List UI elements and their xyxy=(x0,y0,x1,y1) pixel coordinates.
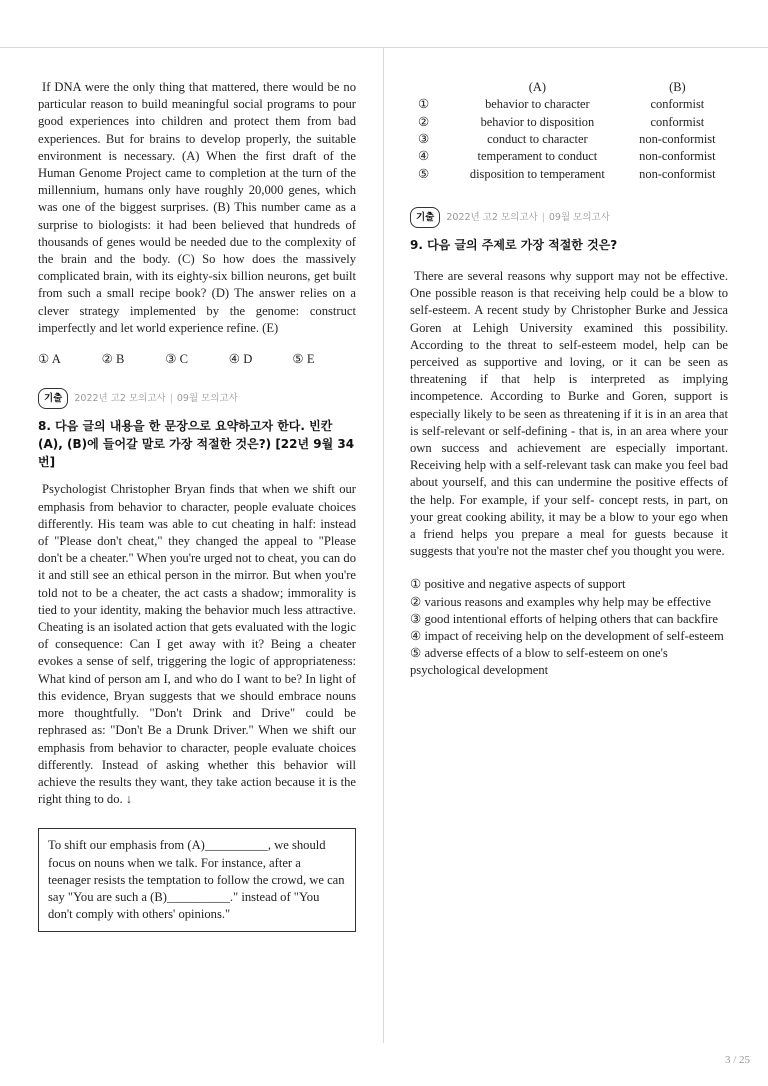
question8-passage: Psychologist Christopher Bryan finds that when we shift our emphasis from behavior to character, people evaluate choices differently. His team was able to cut cheating in half: instead of "Please don't cheat," they changed the appeal to "Please don't be a cheater." When you're urged not to cheat, you can do it and still see an ethical person in the mirror. But when you're told not to be a cheater, the act casts a shadow; immorality is tied to your identity, making the behavior much less attractive. Cheating is an isolated action that gets evaluated with the logic of consequence: Can I get away with it? Being a cheater evokes a sense of self, triggering the logic of appropriateness: What kind of person am I, and who do I want to be? In light of this evidence, Bryan suggests that we should embrace nouns more thoughtfully. "Don't Drink and Drive" could be rephrased as: "Don't Be a Drunk Driver." When we shift our emphasis from behavior to character, people evaluate choices differently. Instead of asking whether this behavior will achieve the results they want, they take action because it is the right thing to do. ↓ xyxy=(38,482,356,807)
row-b-value: non-conformist xyxy=(639,131,716,146)
left-column xyxy=(38,79,356,932)
row-number: ④ xyxy=(418,149,430,164)
row-number: ① xyxy=(418,97,430,112)
question9-choices xyxy=(410,576,728,679)
choice-1[interactable]: ① positive and negative aspects of support xyxy=(410,577,626,592)
column-a-header: (A) xyxy=(528,80,546,95)
source-month: 09월 모의고사 xyxy=(548,211,610,223)
table-header-row xyxy=(410,79,728,96)
question9-passage: There are several reasons why support may not be effective. One possible reason is that receiving help could be a blow to self-esteem. A recent study by Christopher Burke and Jessica Goren at Lehigh University examined this possibility. According to the threat to self-esteem model, help can be perceived as supportive and loving, or it can be seen as threatening if that help is interpreted as implying incompetence. According to Burke and Goren, support is especially likely to be seen as threatening if it is in an area that is self-relevant or self-defining - that is, in an area where your own success and achievement are especially important. Receiving help with a self-relevant task can make you feel bad about yourself, and this can undermine the positive effects of the help. For example, if your self- concept rests, in part, on your great cooking ability, it may be a blow to your ego when a friend helps you prepare a meal for guests because it suggests that you're not the master chef you thought you were. xyxy=(410,268,728,559)
row-number: ② xyxy=(418,114,430,129)
table-row[interactable] xyxy=(410,96,728,113)
source-badge: 기출 xyxy=(38,388,68,409)
question9-source-tag xyxy=(410,207,728,228)
row-b-value: non-conformist xyxy=(639,149,716,164)
row-number: ③ xyxy=(418,131,430,146)
source-year: 2022년 고2 모의고사 xyxy=(446,211,538,223)
row-b-value: non-conformist xyxy=(639,166,716,181)
option-2[interactable]: ② B xyxy=(101,352,125,367)
question8-source-tag xyxy=(38,388,356,409)
row-number: ⑤ xyxy=(418,166,430,181)
option-1[interactable]: ① A xyxy=(38,352,61,367)
table-row[interactable] xyxy=(410,131,728,148)
option-3[interactable]: ③ C xyxy=(165,352,189,367)
right-column xyxy=(410,79,728,680)
source-badge: 기출 xyxy=(410,207,440,228)
choice-3[interactable]: ③ good intentional efforts of helping others that can backfire xyxy=(410,611,718,626)
question8-title: 8. 다음 글의 내용을 한 문장으로 요약하고자 한다. 빈칸 (A), (B)에 들어갈 말로 가장 적절한 것은?) [22년 9월 34번] xyxy=(38,419,355,470)
row-a-value: disposition to temperament xyxy=(469,166,605,181)
header-divider xyxy=(0,47,768,48)
row-a-value: behavior to character xyxy=(485,97,590,112)
column-divider xyxy=(383,48,384,1043)
question8-answer-table xyxy=(410,79,728,183)
choice-2[interactable]: ② various reasons and examples why help may be effective xyxy=(410,594,711,609)
choice-5[interactable]: ⑤ adverse effects of a blow to self-esteem on one's psychological development xyxy=(410,646,668,678)
table-row[interactable] xyxy=(410,165,728,182)
page-number: 3 / 25 xyxy=(724,1054,750,1066)
tag-separator: | xyxy=(541,211,545,223)
question7-options xyxy=(38,351,356,368)
row-a-value: behavior to disposition xyxy=(480,114,595,129)
row-a-value: temperament to conduct xyxy=(477,149,598,164)
row-a-value: conduct to character xyxy=(487,131,588,146)
row-b-value: conformist xyxy=(650,97,705,112)
option-5[interactable]: ⑤ E xyxy=(292,352,315,367)
column-b-header: (B) xyxy=(669,80,686,95)
option-4[interactable]: ④ D xyxy=(228,352,253,367)
tag-separator: | xyxy=(169,393,173,405)
summary-box: To shift our emphasis from (A)__________, we should focus on nouns when we talk. For instance, after a teenager resists the temptation to follow the crowd, we can say "You are such a (B)__________." instead of "You don't comply with others' opinions." xyxy=(38,828,356,932)
choice-4[interactable]: ④ impact of receiving help on the development of self-esteem xyxy=(410,629,724,644)
source-month: 09월 모의고사 xyxy=(176,393,238,405)
row-b-value: conformist xyxy=(650,114,705,129)
table-row[interactable] xyxy=(410,114,728,131)
question9-title: 9. 다음 글의 주제로 가장 적절한 것은? xyxy=(410,237,618,252)
source-year: 2022년 고2 모의고사 xyxy=(74,393,166,405)
question7-passage: If DNA were the only thing that mattered, there would be no particular reason to build meaningful social programs to pour good experiences into children and protect them from bad experiences. But for brains to develop properly, the suitable environment is necessary. (A) When the first draft of the Human Genome Project came to completion at the turn of the millennium, humans only have roughly 20,000 genes, which was one of the biggest surprises. (B) This number came as a surprise to biologists: it had been believed that hundreds of thousands of genes would be needed due to the complexity of the brain and the body. (C) So how does the massively complicated brain, with its eighty-six billion neurons, get built from such a small recipe book? (D) The answer relies on a clever strategy implemented by the genome: construct imperfectly and let world experience refine. (E) xyxy=(38,80,356,335)
table-row[interactable] xyxy=(410,148,728,165)
